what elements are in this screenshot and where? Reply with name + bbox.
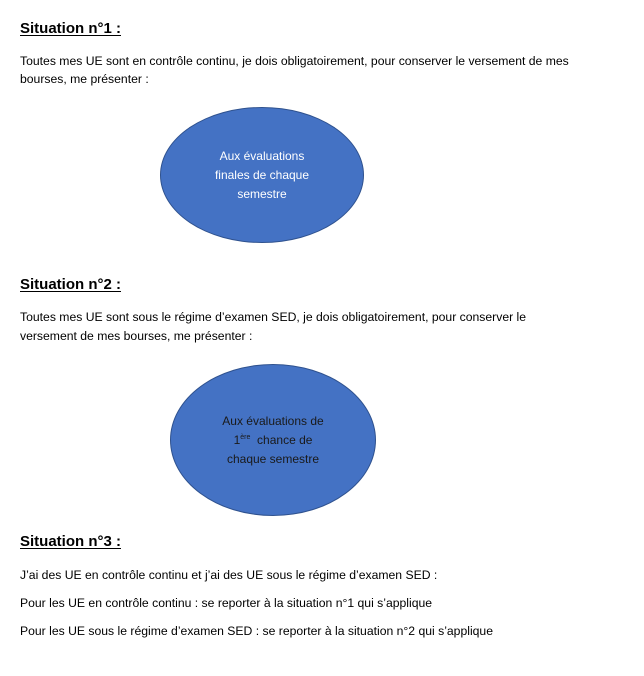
situation-1-ellipse-line-1: Aux évaluations [219,148,305,163]
situation-2-ellipse-text [222,412,323,469]
situation-1-text-line-1: Toutes mes UE sont en contrôle continu, je dois obligatoirement, pour conserver le versement de mes [20,54,569,68]
situation-2-ellipse [170,364,376,516]
situation-1-heading: Situation n°1 : [20,20,121,37]
situation-1-text-line-2: bourses, me présenter : [20,72,149,86]
situation-2-ellipse-line-2 [222,431,323,450]
situation-1-ellipse [160,107,364,243]
situation-3-heading: Situation n°3 : [20,533,121,550]
situation-2-ellipse-line-3: chaque semestre [226,451,320,466]
situation-2-ellipse-line-2-rest: chance de [250,432,313,447]
situation-1-ellipse-text [215,147,309,204]
situation-3-line-2: Pour les UE en contrôle continu : se reporter à la situation n°1 qui s’applique [20,596,433,610]
situation-2-text-line-1: Toutes mes UE sont sous le régime d’examen SED, je dois obligatoirement, pour conserver le [20,310,527,324]
situation-2-text-line-2: versement de mes bourses, me présenter : [20,329,253,343]
situation-2-ellipse-line-1: Aux évaluations de [222,413,324,428]
situation-3-line-1: J’ai des UE en contrôle continu et j’ai des UE sous le régime d’examen SED : [20,568,438,582]
situation-1-ellipse-line-2: finales de chaque [214,167,310,182]
situation-3-line-3: Pour les UE sous le régime d’examen SED : se reporter à la situation n°2 qui s’applique [20,624,493,638]
situation-2-ellipse-number: 1 [233,432,241,447]
situation-2-heading: Situation n°2 : [20,276,121,293]
situation-2-ellipse-superscript: ère [240,433,251,441]
situation-1-ellipse-line-3: semestre [237,186,287,201]
